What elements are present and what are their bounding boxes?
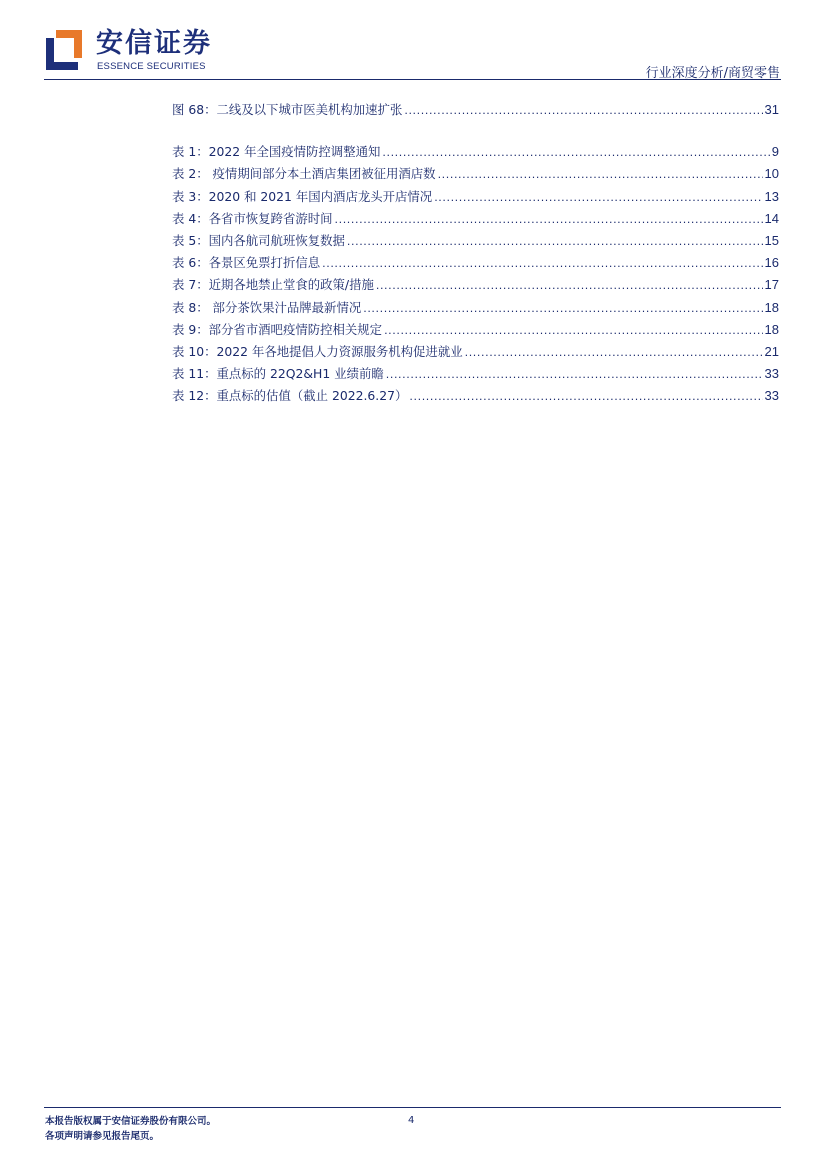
toc-entry-table-1[interactable] [172,142,779,164]
header-divider [44,79,781,80]
table-of-contents [172,100,779,408]
toc-leader-dots [465,346,763,359]
toc-entry-table-9[interactable] [172,320,779,342]
footer-divider [44,1107,781,1108]
toc-entry-figure-68[interactable] [172,100,779,122]
copyright-line: 本报告版权属于安信证券股份有限公司。 [45,1116,217,1127]
toc-entry-label: 表 7：近期各地禁止堂食的政策/措施 [172,277,374,293]
toc-leader-dots [322,257,762,270]
toc-entry-table-3[interactable] [172,187,779,209]
toc-entry-table-12[interactable] [172,386,779,408]
toc-entry-label: 表 1：2022 年全国疫情防控调整通知 [172,144,381,160]
toc-entry-page: 10 [764,166,779,182]
toc-leader-dots [409,390,762,403]
toc-entry-label: 表 4：各省市恢复跨省游时间 [172,210,333,226]
toc-entry-page: 33 [764,388,779,404]
disclaimer-line: 各项声明请参见报告尾页。 [45,1131,160,1142]
toc-entry-label: 表 8： 部分茶饮果汁品牌最新情况 [172,299,362,315]
toc-leader-dots [347,235,763,248]
toc-entry-table-2[interactable] [172,164,779,186]
toc-entry-label: 表 2： 疫情期间部分本土酒店集团被征用酒店数 [172,166,436,182]
toc-entry-page: 13 [764,188,779,204]
toc-leader-dots [335,213,763,226]
essence-logo-icon [44,28,84,72]
toc-entry-label: 表 3：2020 和 2021 年国内酒店龙头开店情况 [172,188,433,204]
toc-entry-page: 33 [764,366,779,382]
toc-leader-dots [438,168,763,181]
toc-entry-table-5[interactable] [172,231,779,253]
toc-entry-label: 表 6：各景区免票打折信息 [172,255,321,271]
toc-entry-page: 16 [764,255,779,271]
toc-leader-dots [404,104,762,117]
toc-entry-page: 18 [764,299,779,315]
toc-entry-label: 表 9：部分省市酒吧疫情防控相关规定 [172,321,383,337]
logo-english-name: ESSENCE SECURITIES [97,61,206,72]
toc-entry-label: 表 10：2022 年各地提倡人力资源服务机构促进就业 [172,343,463,359]
toc-entry-table-7[interactable] [172,275,779,297]
toc-leader-dots [386,368,763,381]
toc-entry-page: 21 [764,343,779,359]
toc-entry-table-10[interactable] [172,342,779,364]
copyright-notice [45,1114,216,1144]
toc-entry-page: 15 [764,232,779,248]
page-header [0,0,827,80]
toc-leader-dots [434,191,762,204]
toc-entry-label: 表 12：重点标的估值（截止 2022.6.27） [172,388,408,404]
logo-chinese-name: 安信证券 [96,28,212,59]
toc-leader-dots [384,324,762,337]
toc-entry-table-8[interactable] [172,298,779,320]
toc-entry-label: 表 11：重点标的 22Q2&H1 业绩前瞻 [172,366,384,382]
toc-entry-page: 9 [771,144,779,160]
toc-leader-dots [382,146,769,159]
report-category: 行业深度分析/商贸零售 [645,66,780,81]
toc-entry-label: 图 68：二线及以下城市医美机构加速扩张 [172,102,403,117]
toc-entry-table-11[interactable] [172,364,779,386]
toc-leader-dots [376,279,763,292]
toc-entry-page: 14 [764,210,779,226]
toc-entry-table-4[interactable] [172,209,779,231]
toc-entry-page: 31 [764,102,779,117]
toc-entry-page: 17 [764,277,779,293]
toc-entry-label: 表 5：国内各航司航班恢复数据 [172,232,345,248]
toc-entry-page: 18 [764,321,779,337]
page-number: 4 [408,1115,415,1126]
toc-entry-table-6[interactable] [172,253,779,275]
toc-leader-dots [363,302,762,315]
